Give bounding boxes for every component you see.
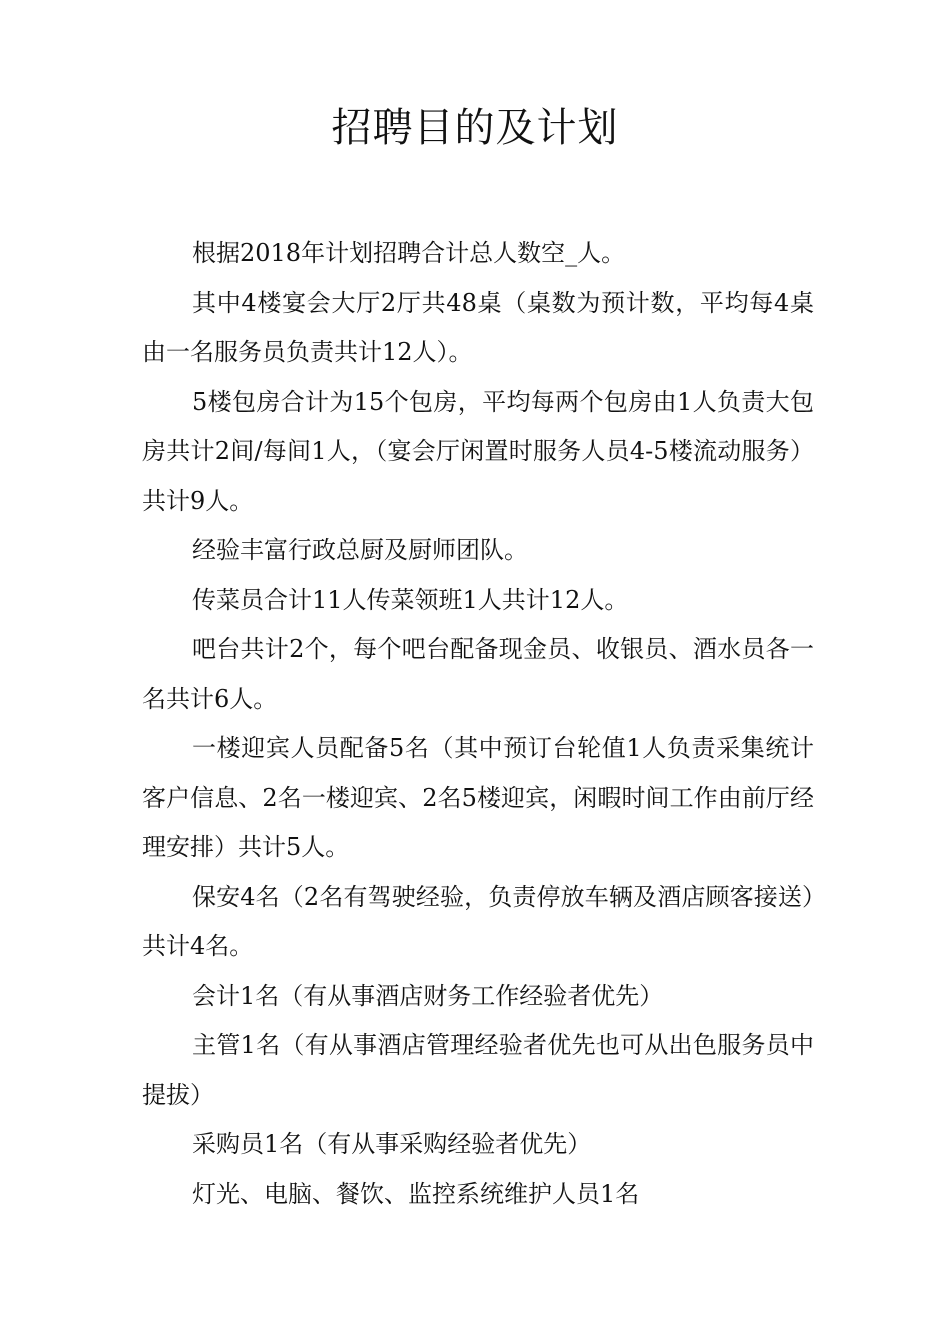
paragraph-accountant: 会计1名（有从事酒店财务工作经验者优先） — [192, 981, 664, 1010]
paragraph-supervisor: 主管1名（有从事酒店管理经验者优先也可从出色服务员中提拔） — [142, 1031, 814, 1109]
paragraph-banquet-hall: 其中4楼宴会大厅2厅共48桌（桌数为预计数，平均每4桌由一名服务员负责共计12人）。 — [142, 288, 814, 366]
paragraph-reception: 一楼迎宾人员配备5名（其中预订台轮值1人负责采集统计客户信息、2名一楼迎宾、2名5楼迎宾，闲暇时间工作由前厅经理安排）共计5人。 — [142, 734, 814, 861]
paragraph-security: 保安4名（2名有驾驶经验，负责停放车辆及酒店顾客接送）共计4名。 — [142, 882, 814, 960]
paragraph-food-runners: 传菜员合计11人传菜领班1人共计12人。 — [192, 585, 629, 614]
document-title: 招聘目的及计划 — [331, 105, 619, 151]
paragraph-purchaser: 采购员1名（有从事采购经验者优先） — [192, 1130, 592, 1158]
document-body — [142, 229, 814, 1219]
paragraph-maintenance: 灯光、电脑、餐饮、监控系统维护人员1名 — [192, 1179, 640, 1208]
paragraph-bar-counter: 吧台共计2个，每个吧台配备现金员、收银员、酒水员各一名共计6人。 — [142, 635, 814, 713]
paragraph-total-headcount: 根据2018年计划招聘合计总人数空_人。 — [192, 239, 626, 267]
paragraph-private-rooms: 5楼包房合计为15个包房，平均每两个包房由1人负责大包房共计2间/每间1人，（宴会厅闲置时服务人员4-5楼流动服务）共计9人。 — [142, 387, 814, 515]
paragraph-kitchen-team: 经验丰富行政总厨及厨师团队。 — [192, 536, 528, 564]
